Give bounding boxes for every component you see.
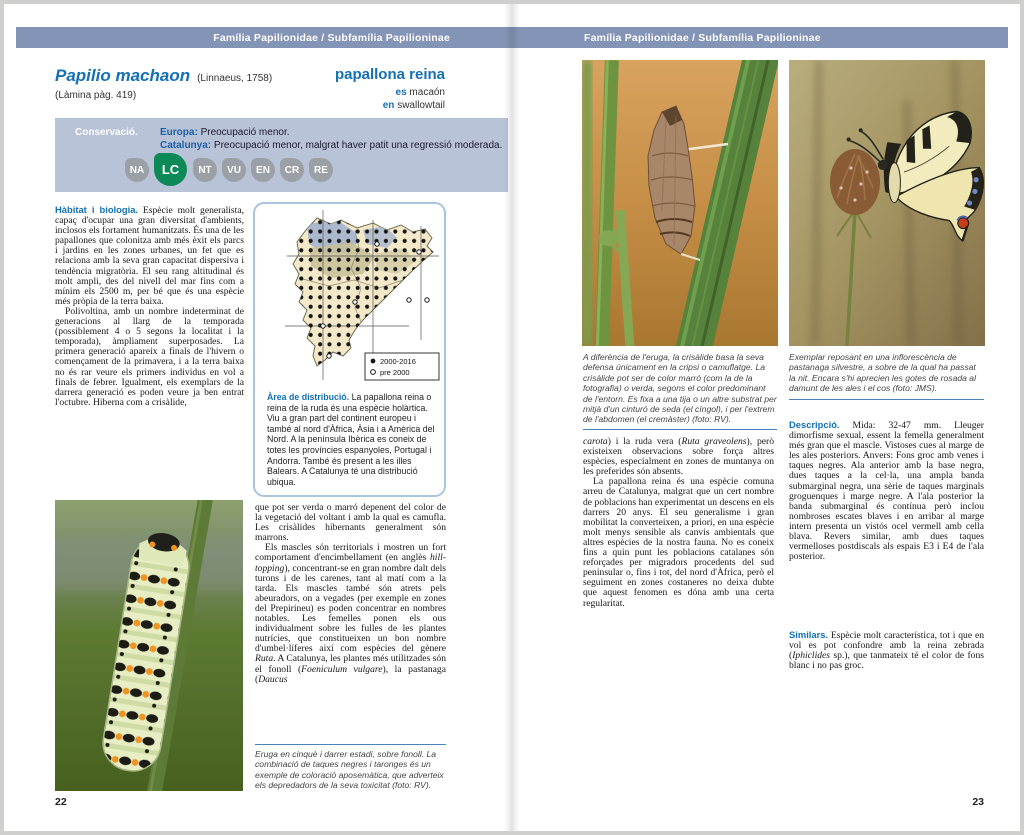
caption-rule-butterfly: [789, 399, 984, 400]
similars-text: [789, 630, 984, 700]
status-badge-vu: VU: [222, 158, 246, 182]
chrysalis-paragraph: que pot ser verda o marró depenent del color de la vegetació del voltant i amb la qual es camufla. Les crisàlides hibernants generalment són marrons.: [255, 503, 446, 544]
page-number-right: 23: [972, 796, 984, 808]
es-tag: es: [395, 87, 407, 98]
status-badge-en: EN: [251, 158, 275, 182]
description-paragraph: Descripció. Mida: 32-47 mm. Lleuger dimorfisme sexual, essent la femella generalment més gran que el mascle. Vistoses cues al marge de les ales posteriors. Anvers: Fons groc amb venes i taques negres. Ala anterior amb la base negra, dues taques a la cel·la, una ampla banda submarginal negra, una sèrie de taques marginals groguenques i marge negre. A l'ala posterior la banda submarginal és contínua però inclou nombroses escates blaves i en arribar al marge intern presenta un vistós ocel vermell amb cella blava. Revers similar, amb dues taques vermelloses postdiscals als espais E3 i E4 de l'ala posterior.: [789, 420, 984, 563]
right-header-bar: [512, 27, 1008, 48]
name-en-line: [245, 100, 445, 111]
lamina-reference: (Làmina pàg. 419): [55, 90, 137, 101]
left-column-1-text: [55, 205, 244, 497]
habitat-paragraph-2: Polivoltina, amb un nombre indeterminat de generacions al llarg de la temporada (possiblement 4 o 5 segons la localitat i la temporada), àmpliament superposades. La primera generació apareix a finals de l'hivern o començament de la primavera, i a la terra baixa no és rar veure els primers individus en vol a finals de febrer. Igualment, els exemplars de la darrera generació es poden veure ja ben entrat l'octubre. Hiberna com a crisàlide,: [55, 305, 244, 408]
map-legend: [365, 353, 439, 380]
butterfly-photo: [789, 60, 985, 346]
left-header-title: Família Papilionidae / Subfamília Papilioninae: [213, 31, 450, 44]
legend-open-label: pre 2000: [380, 368, 410, 377]
en-name: swallowtail: [397, 100, 445, 111]
left-column-2-text: [255, 503, 446, 737]
chrysalis-photo: [582, 60, 778, 346]
page-number-left: 22: [55, 796, 67, 808]
europe-text: Preocupació menor.: [200, 127, 290, 138]
habitat-paragraph: Hàbitat i biologia. Espècie molt generalista, capaç d'ocupar una gran diversitat d'ambients, inclosos els fortament humanitzats. És una de les papallones que colonitza amb més èxit els parcs i jardins en les zones urbanes, un fet que es relaciona amb la seva gran capacitat dispersiva i tendència migratòria. El seu rang altitudinal és molt ampli, des del nivell del mar fins com a mínim els 2500 m, per bé que és una espècie més pròpia de la terra baixa.: [55, 205, 244, 307]
foodplants-paragraph: carota) i la ruda vera (Ruta graveolens), però existeixen observacions sobre força altres espècies, especialment en zones de muntanya on les preferides són absents.: [583, 437, 774, 478]
en-tag: en: [382, 100, 395, 111]
distribution-map: [259, 208, 443, 386]
catalonia-label: Catalunya:: [160, 140, 212, 151]
catalonia-text: Preocupació menor, malgrat haver patit una regressió moderada.: [213, 140, 503, 151]
caption-rule-chrysalis: [583, 429, 777, 430]
conservation-europe: [160, 127, 500, 138]
map-caption: Àrea de distribució. La papallona reina o reina de la ruda és una espècie holàrtica. Viu a gran part del continent europeu i també al nord d'Àfrica, Àsia i a Amèrica del Nord. A la península Ibèrica es coneix de totes les províncies espanyoles, Portugal i Andorra. També és present a les illes Balears. A Catalunya té una distribució ubiqua.: [267, 392, 435, 487]
status-badge-cr: CR: [280, 158, 304, 182]
conservation-catalonia: [160, 140, 505, 151]
common-name-block: [245, 66, 445, 111]
europe-label: Europa:: [160, 127, 198, 138]
caption-rule-left: [255, 744, 446, 745]
caterpillar-photo: [55, 500, 243, 791]
name-es-line: [245, 87, 445, 98]
status-badge-re: RE: [309, 158, 333, 182]
es-name: macaón: [409, 87, 445, 98]
description-text: [789, 420, 984, 600]
left-header-bar: [16, 27, 512, 48]
status-badge-na: NA: [125, 158, 149, 182]
legend-filled-label: 2000-2016: [380, 357, 416, 366]
distribution-map-card: [253, 202, 446, 497]
status-badge-nt: NT: [193, 158, 217, 182]
caterpillar-caption: Eruga en cinquè i darrer estadi, sobre fonoll. La combinació de taques negres i taronges és un exemple de coloració aposemàtica, que adverteix els depredadors de la seva toxicitat (foto: RV).: [255, 749, 444, 791]
chrysalis-caption: A diferència de l'eruga, la crisàlide basa la seva defensa únicament en la cripsi o camuflatge. La crisàlide pot ser de color marró (com la de la fotografia) o verda, segons el color predominant de l'entorn. Es fixa a una tija o un altre substrat per mitjà d'un cinturó de seda (el cíngol), i per l'extrem de l'abdomen (el cremàster) (foto: RV).: [583, 352, 777, 425]
map-record-dots: [293, 218, 433, 366]
species-author: (Linnaeus, 1758): [197, 73, 273, 84]
populations-paragraph: La papallona reina és una espècie comuna arreu de Catalunya, malgrat que un cert nombre de poblacions han experimentat un descens en els darrers 20 anys. El seu generalisme i gran mobilitat la converteixen, a priori, en una espècie molt menys sensible als canvis ambientals que altres espècies de la nostra fauna. No es coneix fins a quin punt les poblacions catalanes són reforçades per migradors procedents del sud peninsular o, fins i tot, del nord d'Àfrica, però el seguiment en zones costaneres no deixa dubte que aquest fenomen es dóna amb una certa regularitat.: [583, 476, 774, 609]
conservation-box: [55, 118, 508, 192]
similars-paragraph: Similars. Espècie molt característica, tot i que en vol es pot confondre amb la reina zebrada (Iphiclides sp.), que tanmateix té el color de fons blanc i no pas groc.: [789, 630, 984, 672]
conservation-label: Conservació.: [75, 127, 138, 138]
right-column-1-text: [583, 437, 774, 727]
species-name: Papilio machaon: [55, 66, 191, 85]
males-paragraph: Els mascles són territorials i mostren un fort comportament d'encimbellament (en anglès hill-topping), concentrant-se en gran nombre dalt dels turons i de les carenes, tant al matí com a la tarda. Els mascles també són atrets pels abeuradors, on a vegades (per exemple en zones del Prepirineu) es poden concentrar en nombres notables. Les femelles ponen els ous individualment sobre les fulles de les plantes nutrícies, que constitueixen un bon nombre d'umbel·líferes així com espècies del gènere Ruta. A Catalunya, les plantes més utilitzades són el fonoll (Foeniculum vulgare), la pastanaga (Daucus: [255, 542, 446, 685]
right-header-title: Família Papilionidae / Subfamília Papilioninae: [584, 31, 821, 44]
status-badge-lc-active: LC: [154, 153, 187, 186]
legend-filled-dot-icon: [371, 359, 376, 364]
common-name: papallona reina: [334, 66, 445, 83]
butterfly-caption: Exemplar reposant en una inflorescència de pastanaga silvestre, a sobre de la qual ha passat la nit. Encara s'hi aprecien les gotes de rosada al damunt de les ales i el cos (foto: JMS).: [789, 352, 976, 394]
legend-open-dot-icon: [371, 370, 376, 375]
